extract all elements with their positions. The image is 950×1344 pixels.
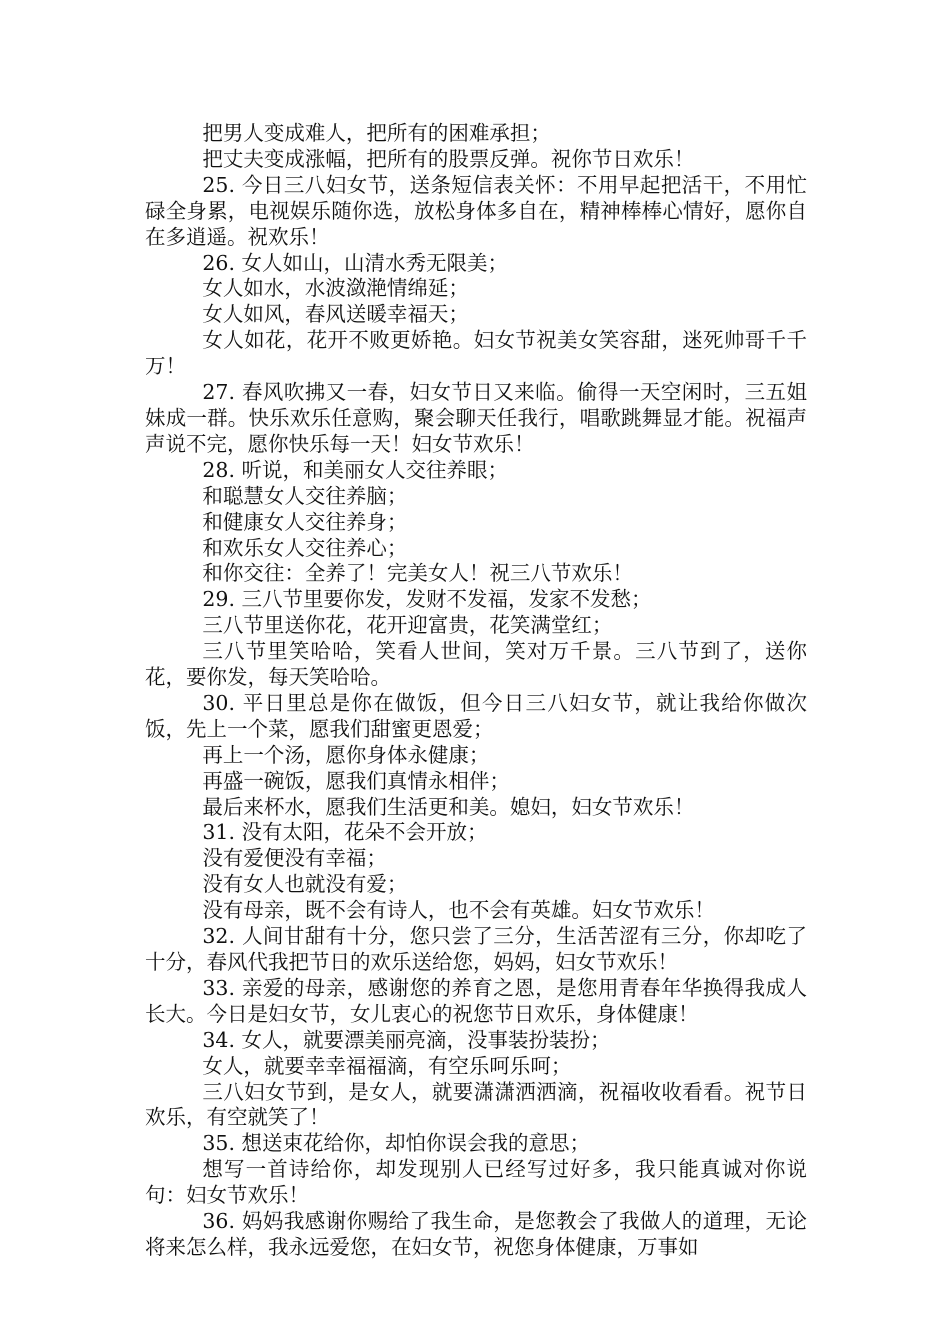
paragraph: 和欢乐女人交往养心； (202, 535, 408, 560)
paragraph: 把丈夫变成涨幅，把所有的股票反弹。祝你节日欢乐！ (202, 146, 695, 171)
paragraph: 26. 女人如山，山清水秀无限美； (202, 250, 509, 275)
paragraph: 女人如风，春风送暖幸福天； (202, 302, 469, 327)
paragraph: 再盛一碗饭，愿我们真情永相伴； (202, 768, 510, 793)
paragraph: 29. 三八节里要你发，发财不发福，发家不发愁； (202, 587, 652, 612)
paragraph: 30. 平日里总是你在做饭，但今日三八妇女节，就让我给你做次饭，先上一个菜，愿我们甜蜜更恩爱； (145, 690, 807, 741)
paragraph: 31. 没有太阳，花朵不会开放； (202, 820, 488, 845)
paragraph: 女人如花，花开不败更娇艳。妇女节祝美女笑容甜，迷死帅哥千千万！ (145, 328, 807, 379)
paragraph: 把男人变成难人，把所有的困难承担； (202, 121, 551, 145)
paragraph: 三八节里送你花，花开迎富贵，花笑满堂红； (202, 613, 613, 638)
paragraph: 再上一个汤，愿你身体永健康； (202, 742, 490, 767)
paragraph: 28. 听说，和美丽女人交往养眼； (202, 457, 509, 482)
paragraph: 最后来杯水，愿我们生活更和美。媳妇，妇女节欢乐！ (202, 794, 695, 819)
paragraph: 没有爱便没有幸福； (202, 846, 387, 871)
paragraph: 三八妇女节到，是女人，就要潇潇洒洒滴，祝福收收看看。祝节日欢乐，有空就笑了！ (145, 1079, 807, 1130)
paragraph: 32. 人间甘甜有十分，您只尝了三分，生活苦涩有三分，你却吃了十分，春风代我把节日的欢乐送给您，妈妈，妇女节欢乐！ (145, 924, 807, 974)
paragraph: 三八节里笑哈哈，笑看人世间，笑对万千景。三八节到了，送你花，要你发，每天笑哈哈。 (145, 639, 807, 690)
paragraph: 和健康女人交往养身； (202, 509, 408, 534)
paragraph: 34. 女人，就要漂美丽亮滴，没事装扮装扮； (202, 1027, 611, 1052)
paragraph: 女人，就要幸幸福福滴，有空乐呵乐呵； (202, 1053, 572, 1078)
paragraph: 33. 亲爱的母亲，感谢您的养育之恩，是您用青春年华换得我成人长大。今日是妇女节，女儿衷心的祝您节日欢乐，身体健康！ (145, 975, 807, 1026)
document-page (145, 121, 807, 1261)
paragraph: 女人如水，水波潋滟情绵延； (202, 276, 469, 301)
paragraph: 和聪慧女人交往养脑； (202, 483, 408, 508)
paragraph: 没有女人也就没有爱； (202, 872, 408, 897)
paragraph: 和你交往：全养了！完美女人！祝三八节欢乐！ (202, 561, 633, 586)
paragraph: 27. 春风吹拂又一春，妇女节日又来临。偷得一天空闲时，三五姐妹成一群。快乐欢乐任意购，聚会聊天任我行，唱歌跳舞显才能。祝福声声说不完，愿你快乐每一天！妇女节欢乐！ (145, 380, 807, 456)
paragraph: 36. 妈妈我感谢你赐给了我生命，是您教会了我做人的道理，无论将来怎么样，我永远爱您，在妇女节，祝您身体健康，万事如 (145, 1209, 807, 1259)
paragraph: 25. 今日三八妇女节，送条短信表关怀：不用早起把活干，不用忙碌全身累，电视娱乐随你选，放松身体多自在，精神棒棒心情好，愿你自在多逍遥。祝欢乐！ (145, 172, 807, 249)
paragraph: 35. 想送束花给你，却怕你误会我的意思； (202, 1131, 591, 1156)
paragraph: 想写一首诗给你，却发现别人已经写过好多，我只能真诚对你说句：妇女节欢乐！ (145, 1157, 807, 1208)
paragraph: 没有母亲，既不会有诗人，也不会有英雄。妇女节欢乐！ (202, 898, 715, 923)
